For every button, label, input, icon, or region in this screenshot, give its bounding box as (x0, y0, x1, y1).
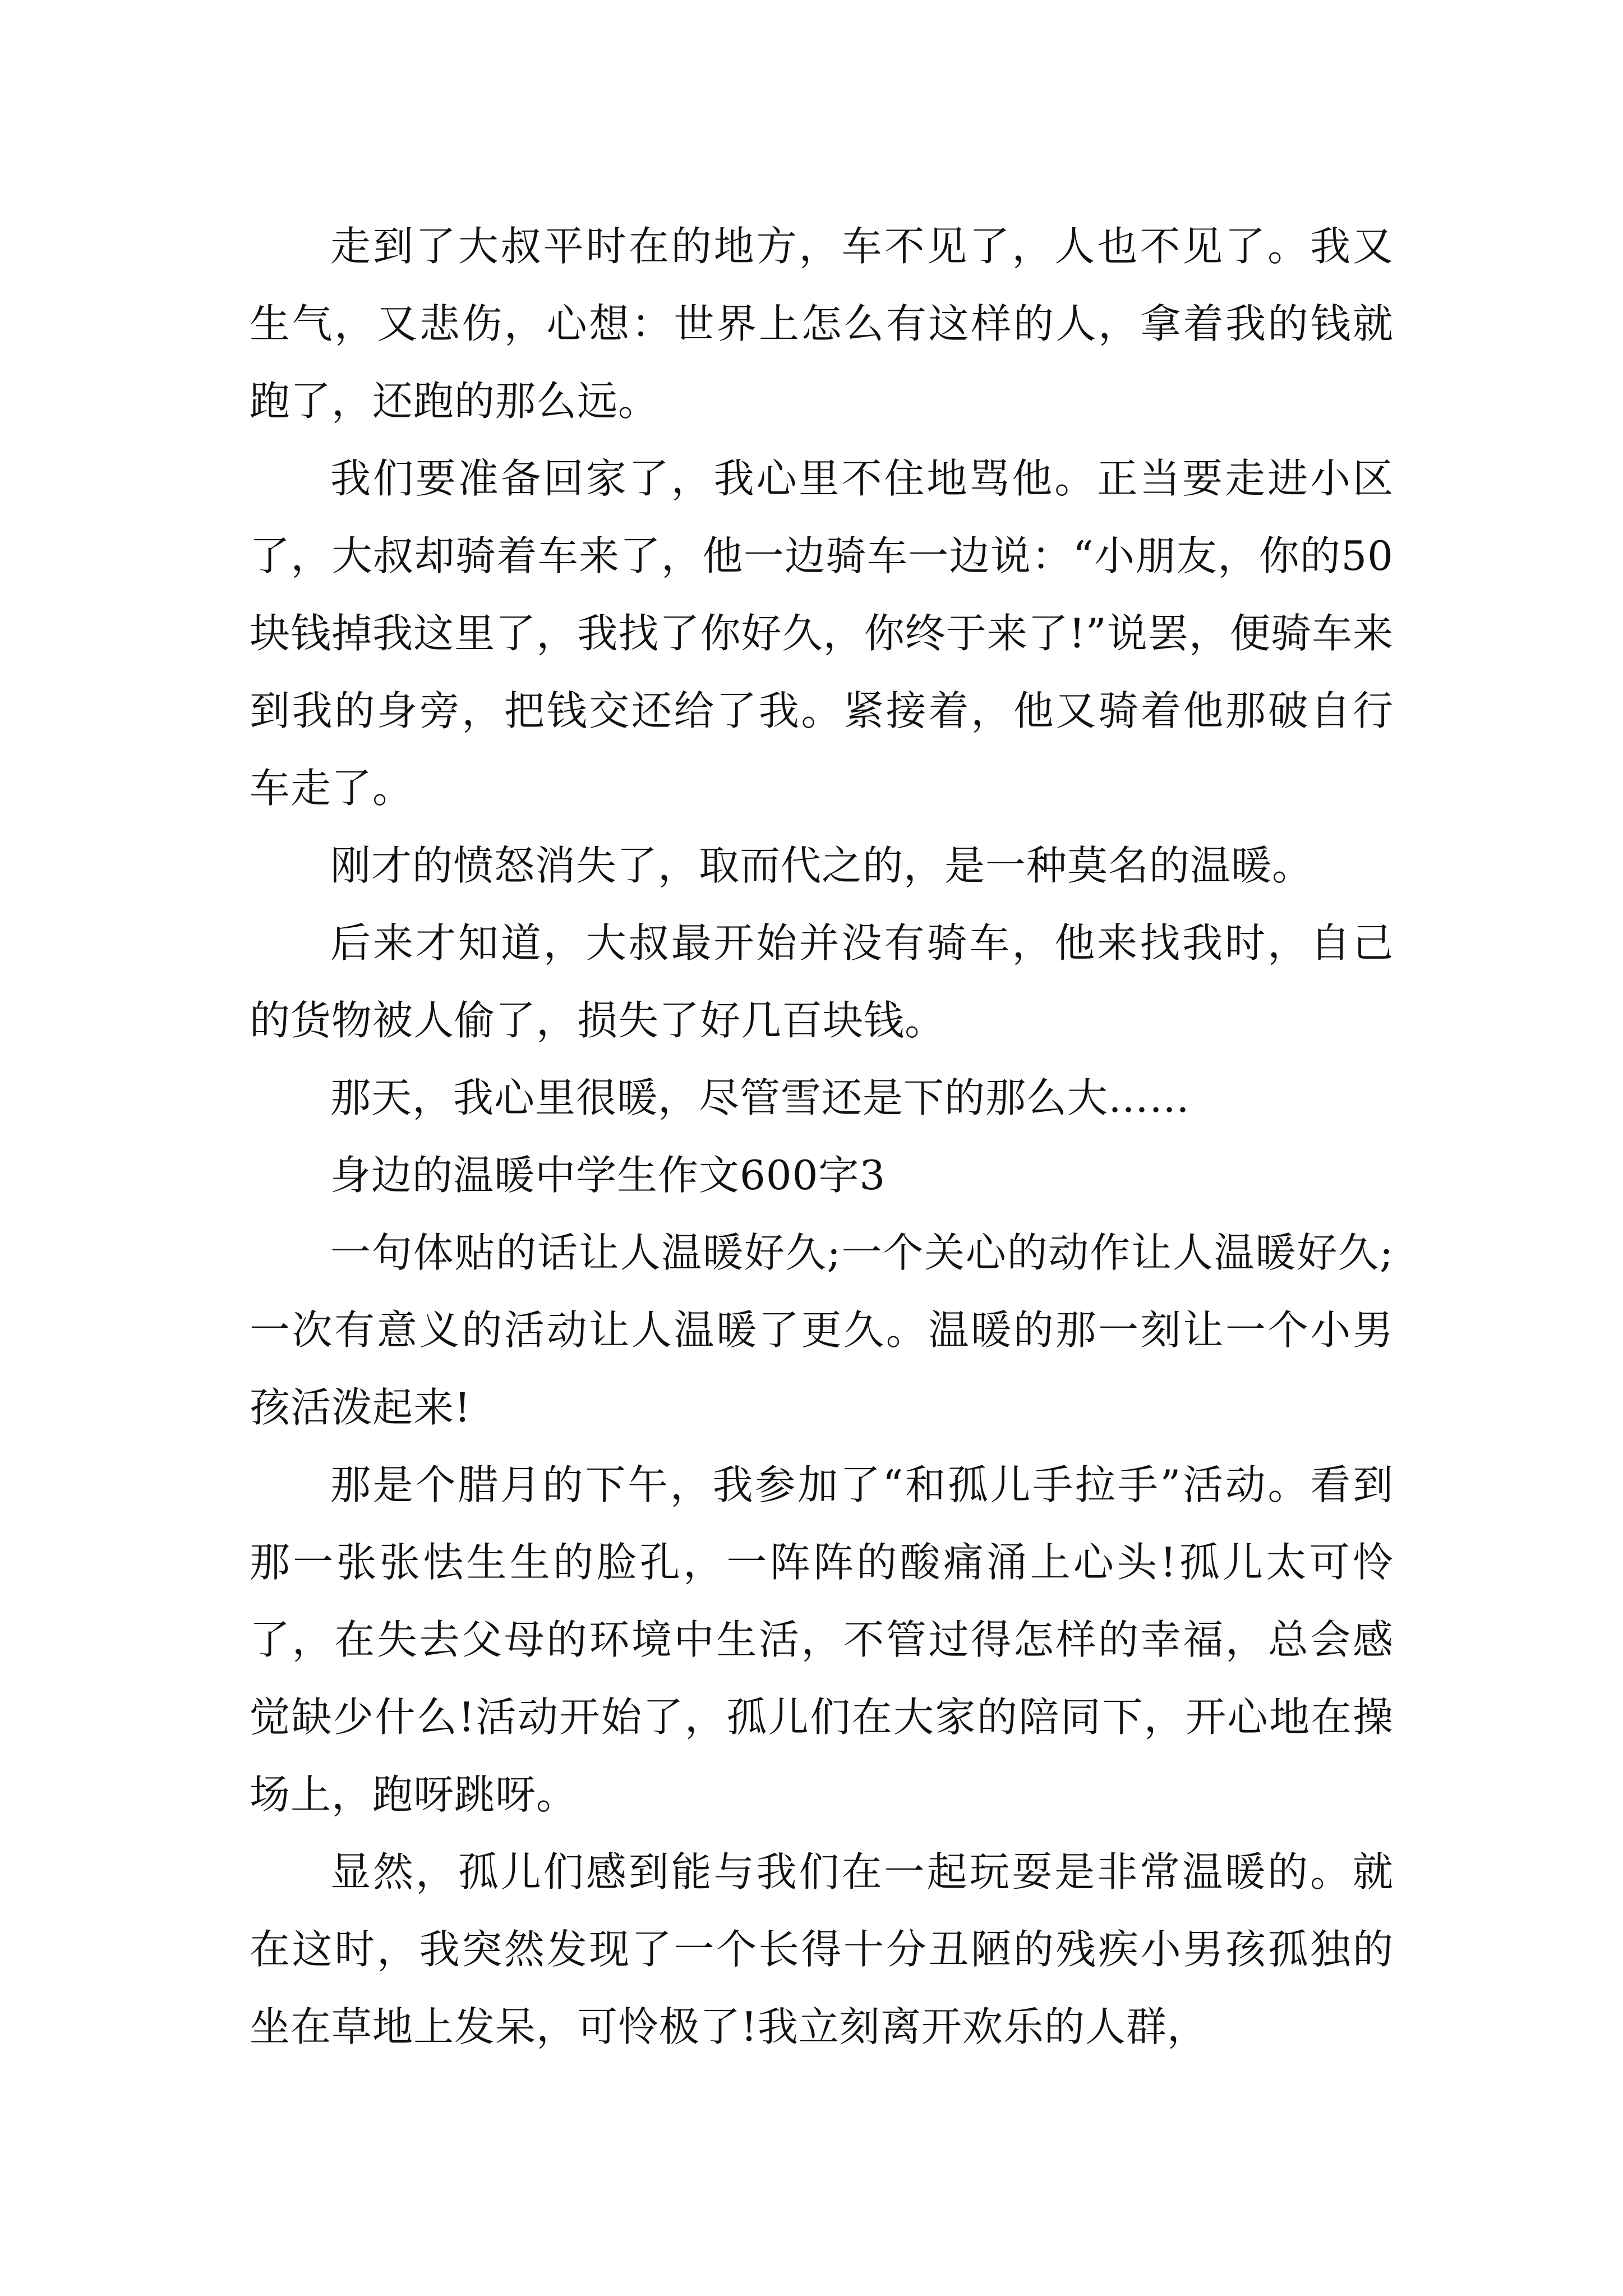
paragraph-4: 后来才知道，大叔最开始并没有骑车，他来找我时，自己的货物被人偷了，损失了好几百块钱。 (250, 919, 1394, 1044)
paragraph-3: 刚才的愤怒消失了，取而代之的，是一种莫名的温暖。 (330, 842, 1313, 889)
paragraph-2: 我们要准备回家了，我心里不住地骂他。正当要走进小区了，大叔却骑着车来了，他一边骑车一边说：“小朋友，你的50块钱掉我这里了，我找了你好久，你终于来了!”说罢，便骑车来到我的身旁，把钱交还给了我。紧接着，他又骑着他那破自行车走了。 (250, 455, 1394, 812)
paragraph-5: 那天，我心里很暖，尽管雪还是下的那么大…… (330, 1074, 1191, 1121)
section-heading: 身边的温暖中学生作文600字3 (330, 1152, 886, 1199)
paragraph-7: 一句体贴的话让人温暖好久;一个关心的动作让人温暖好久;一次有意义的活动让人温暖了更久。温暖的那一刻让一个小男孩活泼起来! (250, 1229, 1394, 1431)
document-body (250, 208, 1394, 2065)
paragraph-1: 走到了大叔平时在的地方，车不见了，人也不见了。我又生气，又悲伤，心想：世界上怎么有这样的人，拿着我的钱就跑了，还跑的那么远。 (250, 223, 1394, 425)
paragraph-8: 那是个腊月的下午，我参加了“和孤儿手拉手”活动。看到那一张张怯生生的脸孔，一阵阵的酸痛涌上心头!孤儿太可怜了，在失去父母的环境中生活，不管过得怎样的幸福，总会感觉缺少什么!活动开始了，孤儿们在大家的陪同下，开心地在操场上，跑呀跳呀。 (250, 1461, 1394, 1818)
paragraph-9: 显然，孤儿们感到能与我们在一起玩耍是非常温暖的。就在这时，我突然发现了一个长得十分丑陋的残疾小男孩孤独的坐在草地上发呆，可怜极了!我立刻离开欢乐的人群， (250, 1848, 1394, 2050)
